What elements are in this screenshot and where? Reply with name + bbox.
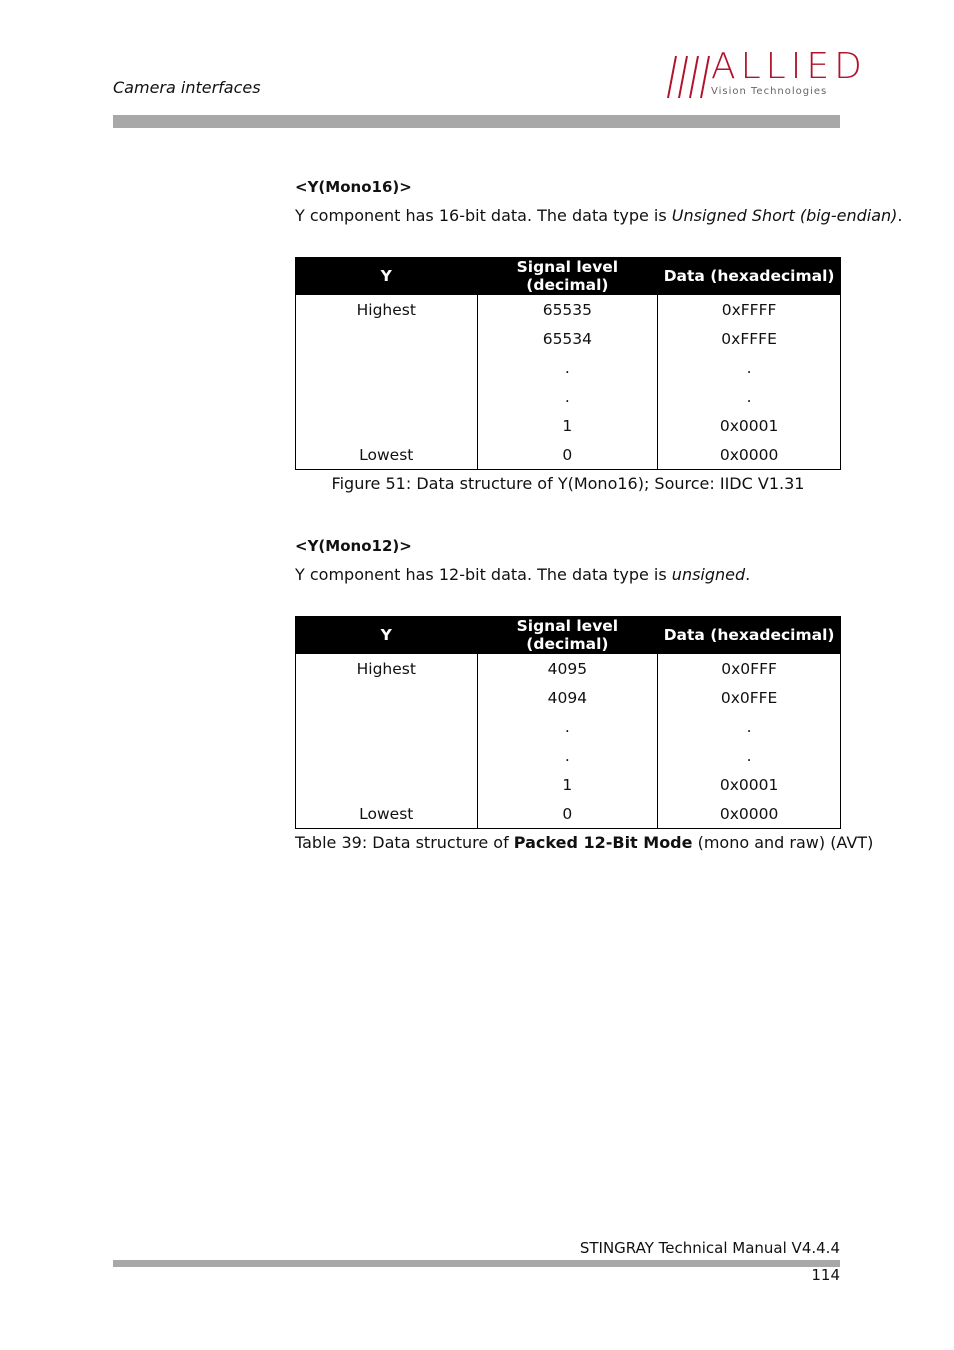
table-cell: . — [477, 353, 658, 382]
mono12-desc-end: . — [745, 565, 751, 584]
table-cell: Highest — [296, 654, 478, 684]
table-cell — [296, 324, 478, 353]
table-cell: 0xFFFE — [658, 324, 841, 353]
column-header: Y — [296, 617, 478, 654]
table-cell: . — [658, 712, 841, 741]
column-header: Signal level (decimal) — [477, 617, 658, 654]
mono12-desc-type: unsigned — [671, 565, 746, 584]
table-row — [296, 799, 841, 829]
table-cell: 0x0001 — [658, 411, 841, 440]
table-cell: 4095 — [477, 654, 658, 684]
caption-text: (mono and raw) (AVT) — [692, 833, 874, 852]
table-row — [296, 683, 841, 712]
table-cell: 1 — [477, 411, 658, 440]
column-header: Y — [296, 258, 478, 295]
table-row — [296, 741, 841, 770]
table-cell: . — [658, 353, 841, 382]
caption-text: Table 39: Data structure of — [295, 833, 514, 852]
table-row — [296, 440, 841, 470]
page-number: 114 — [811, 1266, 840, 1284]
table-cell — [296, 712, 478, 741]
section-title: Camera interfaces — [113, 78, 261, 97]
column-header: Data (hexadecimal) — [658, 617, 841, 654]
logo-wordmark: ALLIED — [711, 46, 867, 87]
mono12-table — [295, 616, 841, 829]
table-cell: 1 — [477, 770, 658, 799]
footer-divider — [113, 1260, 840, 1267]
table-cell: . — [477, 712, 658, 741]
table-cell — [296, 770, 478, 799]
table-cell: Highest — [296, 295, 478, 325]
mono12-caption — [295, 833, 874, 852]
table-cell — [296, 683, 478, 712]
mono12-heading: <Y(Mono12)> — [295, 537, 412, 555]
table-cell: 0x0000 — [658, 440, 841, 470]
table-cell — [296, 741, 478, 770]
table-cell: 0x0FFE — [658, 683, 841, 712]
table-cell — [296, 353, 478, 382]
mono16-desc-type: Unsigned Short (big-endian) — [671, 206, 898, 225]
mono16-heading: <Y(Mono16)> — [295, 178, 412, 196]
mono12-description — [295, 565, 750, 584]
table-cell: 0x0001 — [658, 770, 841, 799]
table-cell: Lowest — [296, 440, 478, 470]
column-header: Data (hexadecimal) — [658, 258, 841, 295]
table-header-row — [296, 258, 841, 295]
table-row — [296, 324, 841, 353]
table-row — [296, 382, 841, 411]
table-cell: 0 — [477, 799, 658, 829]
logo-slashes-icon — [666, 54, 710, 100]
company-logo — [666, 46, 867, 102]
table-cell: 0xFFFF — [658, 295, 841, 325]
table-row — [296, 654, 841, 684]
table-row — [296, 353, 841, 382]
table-header-row — [296, 617, 841, 654]
mono16-description — [295, 206, 902, 225]
mono12-desc-text: Y component has 12-bit data. The data type is — [295, 565, 672, 584]
header-divider — [113, 115, 840, 128]
column-header: Signal level (decimal) — [477, 258, 658, 295]
table-cell: . — [477, 382, 658, 411]
footer-manual-title: STINGRAY Technical Manual V4.4.4 — [579, 1239, 840, 1257]
table-cell: 0 — [477, 440, 658, 470]
table-cell — [296, 382, 478, 411]
table-row — [296, 712, 841, 741]
table-cell: . — [658, 382, 841, 411]
table-cell — [296, 411, 478, 440]
table-cell: Lowest — [296, 799, 478, 829]
table-cell: . — [477, 741, 658, 770]
mono16-table — [295, 257, 841, 470]
table-cell: 0x0000 — [658, 799, 841, 829]
table-cell: . — [658, 741, 841, 770]
mono16-caption: Figure 51: Data structure of Y(Mono16); Source: IIDC V1.31 — [331, 474, 805, 493]
caption-bold-text: Packed 12-Bit Mode — [513, 833, 693, 852]
mono16-desc-end: . — [897, 206, 903, 225]
table-cell: 65535 — [477, 295, 658, 325]
table-cell: 4094 — [477, 683, 658, 712]
mono16-desc-text: Y component has 16-bit data. The data type is — [295, 206, 672, 225]
logo-subtext: Vision Technologies — [711, 86, 828, 97]
table-row — [296, 295, 841, 325]
table-cell: 0x0FFF — [658, 654, 841, 684]
table-row — [296, 770, 841, 799]
table-row — [296, 411, 841, 440]
table-cell: 65534 — [477, 324, 658, 353]
